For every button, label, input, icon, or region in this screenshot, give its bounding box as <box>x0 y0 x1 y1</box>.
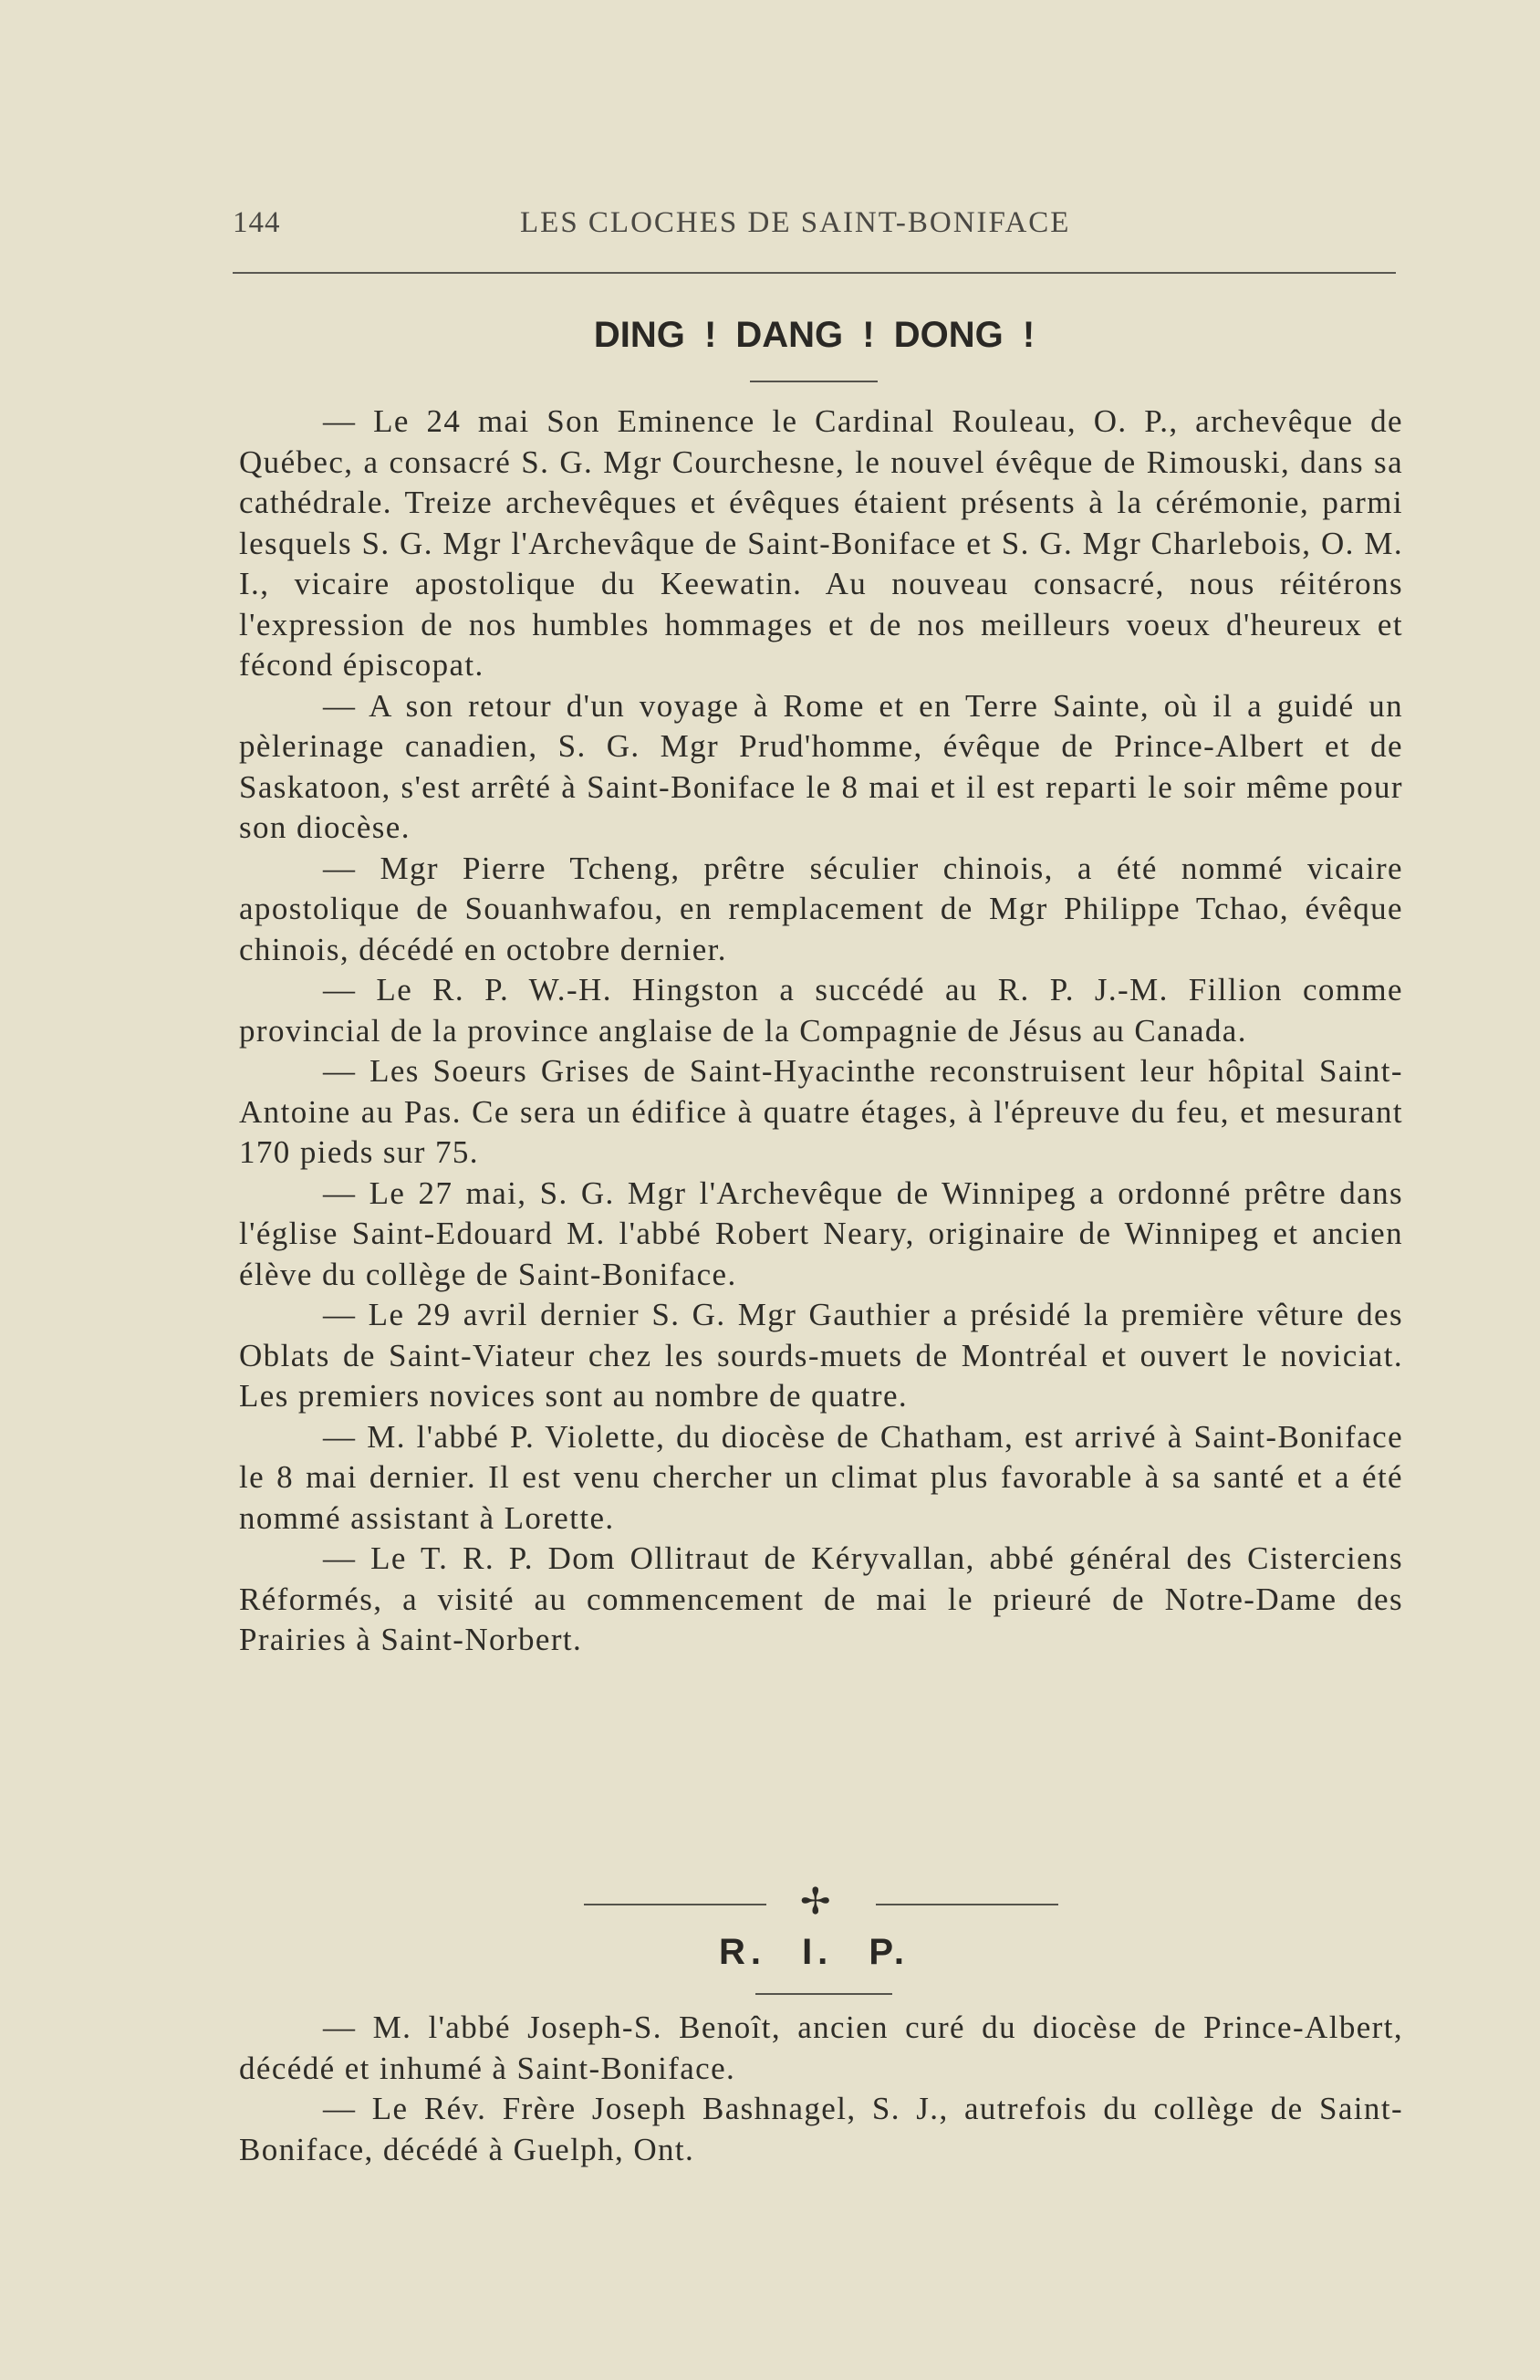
section-heading-rip: R. I. P. <box>718 1932 910 1972</box>
news-paragraph: — Les Soeurs Grises de Saint-Hyacinthe reconstruisent leur hôpital Saint-Antoine au Pas. Ce sera un édifice à quatre étages, à l'épreuve du feu, et mesurant 170 pieds sur 75. <box>239 1053 1403 1170</box>
news-paragraph: — Mgr Pierre Tcheng, prêtre séculier chinois, a été nommé vicaire apostolique de Souanhwafou, en remplacement de Mgr Philippe Tchao, évêque chinois, décédé en octobre dernier. <box>239 850 1403 967</box>
news-body <box>239 402 1403 1661</box>
page-header <box>233 206 1396 243</box>
rip-paragraph: — M. l'abbé Joseph-S. Benoît, ancien curé du diocèse de Prince-Albert, décédé et inhumé à Saint-Boniface. <box>239 2009 1403 2086</box>
cross-icon: ✢ <box>800 1881 831 1922</box>
news-paragraph: — Le 27 mai, S. G. Mgr l'Archevêque de Winnipeg a ordonné prêtre dans l'église Saint-Edouard M. l'abbé Robert Neary, originaire de Winnipeg et ancien élève du collège de Saint-Boniface. <box>239 1174 1403 1292</box>
heading-rule <box>755 1993 892 1995</box>
news-paragraph: — Le T. R. P. Dom Ollitraut de Kéryvallan, abbé général des Cisterciens Réformés, a visité au commencement de mai le prieuré de Notre-Dame des Prairies à Saint-Norbert. <box>239 1540 1403 1657</box>
heading-rule <box>750 381 878 382</box>
news-paragraph: — Le 29 avril dernier S. G. Mgr Gauthier a présidé la première vêture des Oblats de Saint-Viateur chez les sourds-muets de Montréal et ouvert le noviciat. Les premiers novices sont au nombre de quatre. <box>239 1297 1403 1414</box>
cross-divider <box>584 1881 1058 1922</box>
section-heading-news: DING ! DANG ! DONG ! <box>593 315 1035 355</box>
news-paragraph: — Le 24 mai Son Eminence le Cardinal Rouleau, O. P., archevêque de Québec, a consacré S. G. Mgr Courchesne, le nouvel évêque de Rimouski, dans sa cathédrale. Treize archevêques et évêques étaient présents à la cérémonie, parmi lesquels S. G. Mgr l'Archevâque de Saint-Boniface et S. G. Mgr Charlebois, O. M. I., vicaire apostolique du Keewatin. Au nouveau consacré, nous réitérons l'expression de nos humbles hommages et de nos meilleurs voeux d'heureux et fécond épiscopat. <box>239 403 1403 683</box>
page-number: 144 <box>233 206 281 239</box>
rip-body <box>239 2008 1403 2170</box>
header-rule <box>233 272 1396 274</box>
running-title: LES CLOCHES DE SAINT-BONIFACE <box>520 206 1071 239</box>
news-paragraph: — Le R. P. W.-H. Hingston a succédé au R. P. J.-M. Fillion comme provincial de la province anglaise de la Compagnie de Jésus au Canada. <box>239 972 1403 1049</box>
rip-paragraph: — Le Rév. Frère Joseph Bashnagel, S. J., autrefois du collège de Saint-Boniface, décédé à Guelph, Ont. <box>239 2091 1403 2167</box>
divider-line-left <box>584 1904 766 1905</box>
news-paragraph: — A son retour d'un voyage à Rome et en Terre Sainte, où il a guidé un pèlerinage canadien, S. G. Mgr Prud'homme, évêque de Prince-Albert et de Saskatoon, s'est arrêté à Saint-Boniface le 8 mai et il est reparti le soir même pour son diocèse. <box>239 687 1403 845</box>
news-paragraph: — M. l'abbé P. Violette, du diocèse de Chatham, est arrivé à Saint-Boniface le 8 mai dernier. Il est venu chercher un climat plus favorable à sa santé et a été nommé assistant à Lorette. <box>239 1418 1403 1536</box>
divider-line-right <box>876 1904 1058 1905</box>
